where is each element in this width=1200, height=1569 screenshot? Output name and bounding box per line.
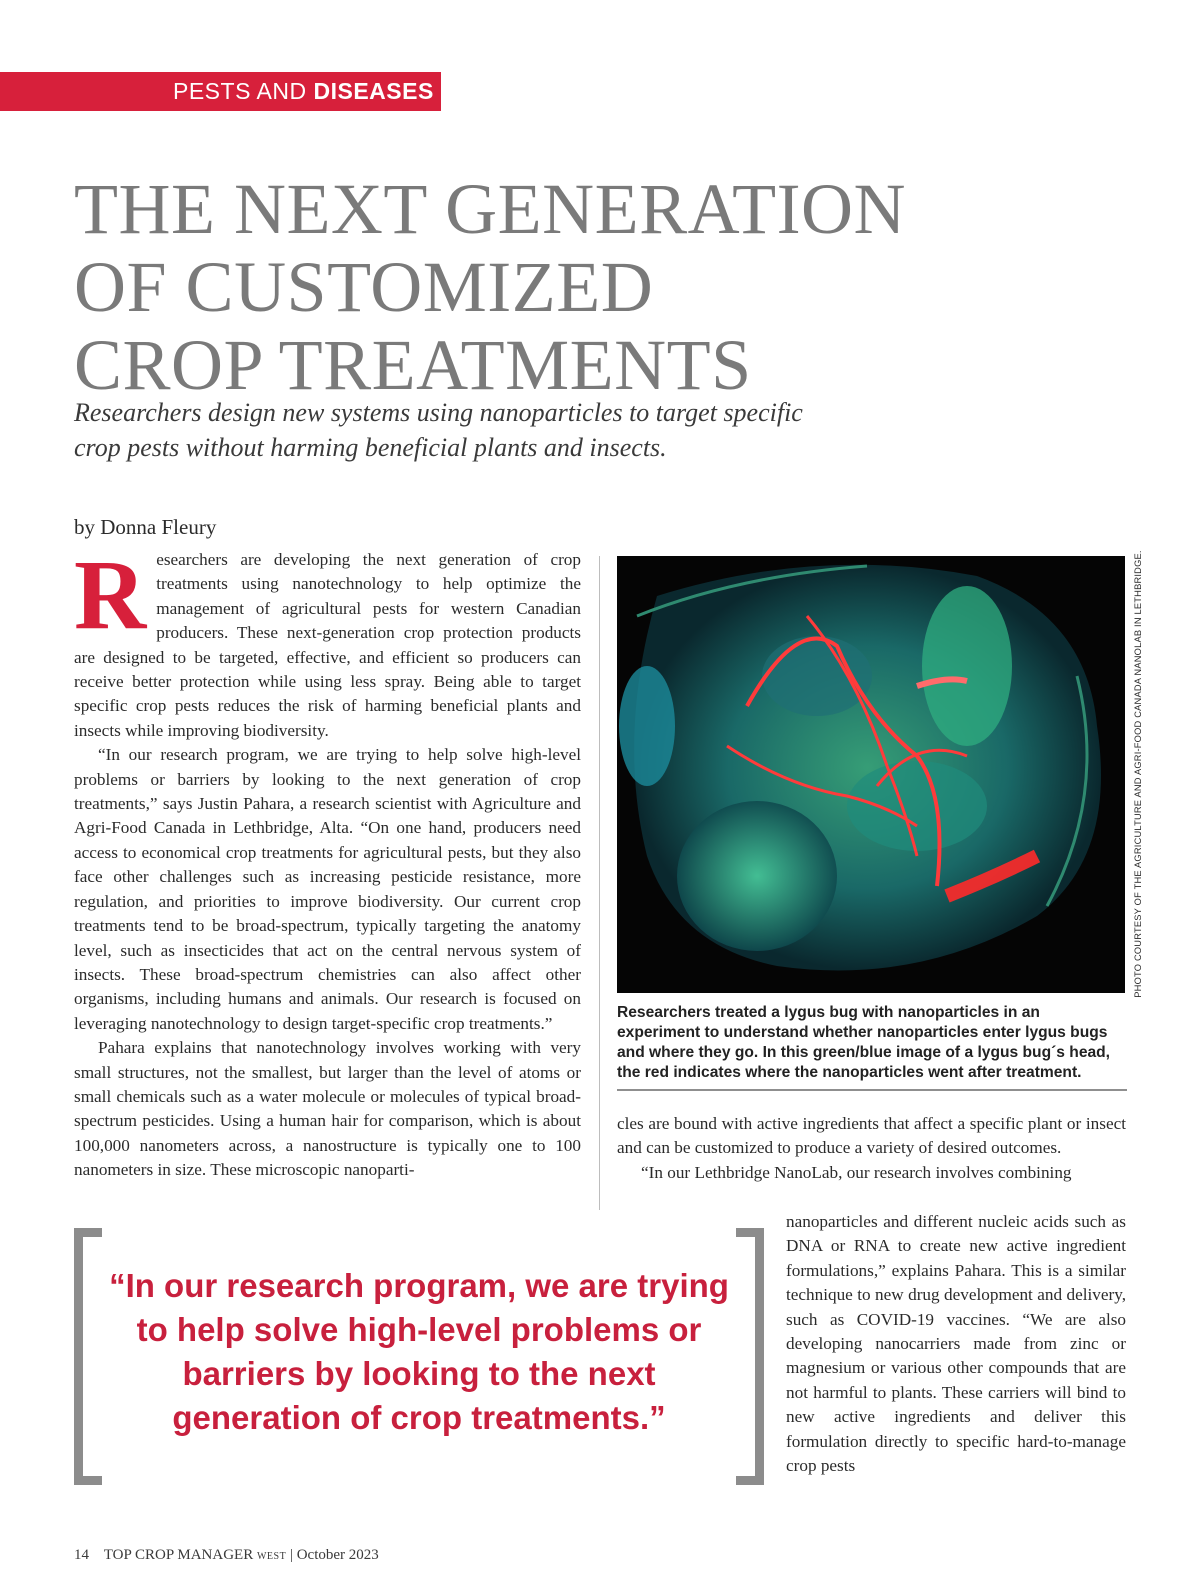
photo-caption: Researchers treated a lygus bug with nanoparticles in an experiment to understand whether nanoparticles enter lygus bugs and where they go. In this green/blue image of a lygus bug´s head, the red indicates where the nanoparticles went after treatment. [617, 1003, 1127, 1091]
article-paragraph-3-continued: cles are bound with active ingredients that affect a specific plant or insect and can be customized to produce a variety of desired outcomes. [617, 1114, 1126, 1158]
lygus-bug-photo [617, 556, 1125, 993]
drop-cap: R [74, 539, 147, 650]
microscopy-image [617, 556, 1125, 993]
article-paragraph-1 [74, 539, 581, 743]
photo-credit [1130, 550, 1146, 998]
footer-separator: | [289, 1547, 293, 1563]
article-column-left [74, 539, 581, 1183]
section-label: PESTS AND [173, 78, 314, 104]
article-deck: Researchers design new systems using nanoparticles to target specific crop pests without harming beneficial plants and insects. [74, 398, 803, 462]
headline-line-3: CROP TREATMENTS [74, 325, 752, 405]
article-column-right-narrow [786, 1210, 1126, 1478]
article-paragraph-2: “In our research program, we are trying to help solve high-level problems or barriers by looking to the next generation of crop treatments,” says Justin Pahara, a research scientist with Agriculture and Agri-Food Canada in Lethbridge, Alta. “On one hand, producers need access to economical crop treatments for agricultural pests, but they also face other challenges such as increasing pesticide resistance, more regulation, and priorities to improve biodiversity. Our current crop treatments tend to be broad-spectrum, typically targeting the anatomy level, such as insecticides that act on the central nervous system of insects. These broad-spectrum chemistries can also affect other organisms, including humans and animals. Our research is focused on leveraging nanotechnology to design target-specific crop treatments.” [74, 745, 581, 1033]
section-banner [0, 72, 441, 111]
page-number: 14 [74, 1547, 89, 1563]
article-paragraph-4-rest: nanoparticles and different nucleic acids such as DNA or RNA to create new active ingredient formulations,” explains Pahara. This is a similar technique to new drug development and delivery, such as COVID-19 vaccines. “We are also developing nanocarriers made from zinc or magnesium or various other compounds that are not harmful to plants. These carriers will bind to new active ingredients and deliver this formulation directly to specific hard-to-manage crop pests [786, 1212, 1126, 1476]
article-paragraph-4-start: “In our Lethbridge NanoLab, our research involves combining [641, 1162, 1072, 1182]
headline-line-2: OF CUSTOMIZED [74, 247, 654, 327]
article-paragraph-3: Pahara explains that nanotechnology involves working with very small structures, not the smallest, but larger than the level of atoms or small chemicals such as a water molecule or molecules of typical broad-spectrum pesticides. Using a human hair for comparison, which is about 100,000 nanometers across, a nanostructure is typically one to 100 nanometers in size. These microscopic nanoparti- [74, 1038, 581, 1180]
photo-credit-text: PHOTO COURTESY OF THE AGRICULTURE AND AGRI-FOOD CANADA NANOLAB IN LETHBRIDGE. [1133, 550, 1143, 998]
pull-quote [74, 1228, 764, 1485]
article-column-right [617, 1112, 1126, 1185]
article-headline [74, 170, 974, 404]
magazine-edition: WEST [256, 1551, 287, 1562]
paragraph-1-text: esearchers are developing the next generation of crop treatments using nanotechnology to help optimize the management of agricultural pests for western Canadian producers. These next-generation crop protection products are designed to be targeted, effective, and efficient so producers can receive better protection while using less spray. Being able to target specific crop pests reduces the risk of harming beneficial plants and insects while improving biodiversity. [74, 550, 581, 740]
magazine-name: TOP CROP MANAGER [103, 1547, 254, 1563]
section-label-emphasis: DISEASES [313, 78, 434, 104]
page-footer [74, 1547, 379, 1564]
issue-date: October 2023 [296, 1547, 379, 1563]
pull-quote-text: “In our research program, we are trying to help solve high-level problems or barriers by looking to the next generation of crop treatments.” [109, 1267, 729, 1436]
byline: by Donna Fleury [74, 515, 217, 539]
headline-line-1: THE NEXT GENERATION [74, 169, 907, 249]
column-divider [599, 556, 600, 1210]
